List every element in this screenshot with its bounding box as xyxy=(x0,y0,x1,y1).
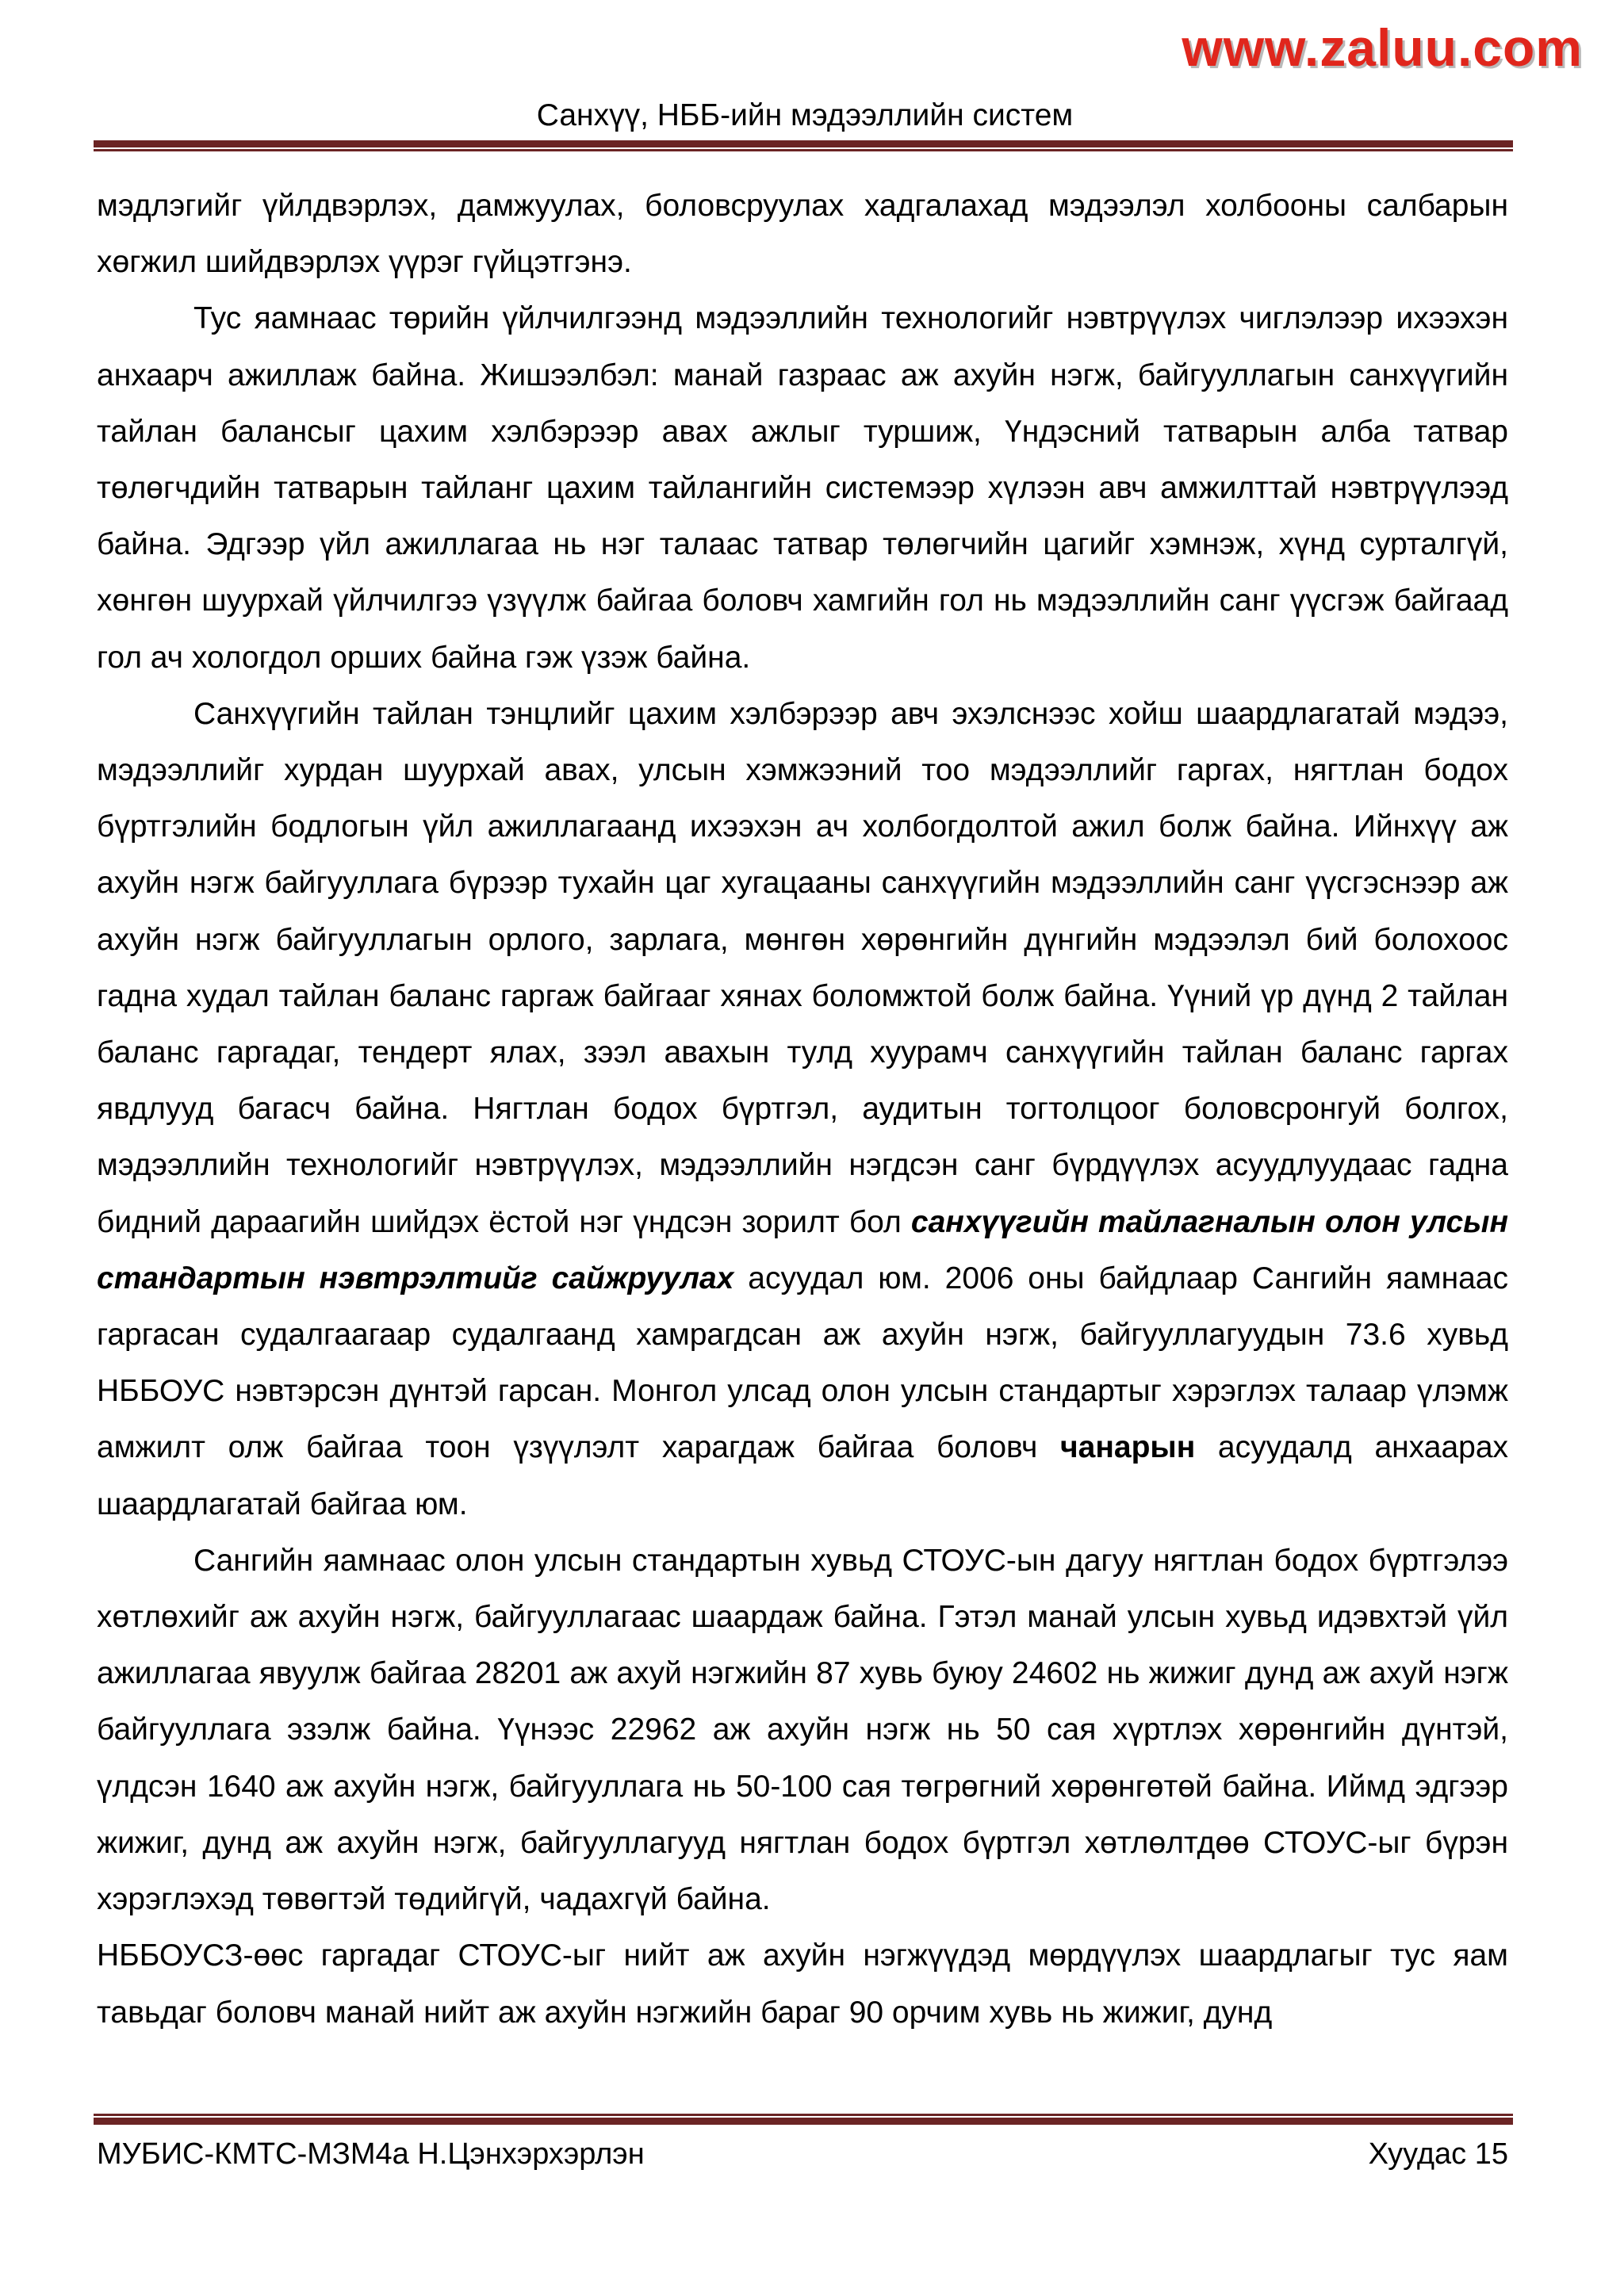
paragraph-5: НББОУСЗ-өөс гаргадаг СТОУС-ыг нийт аж ахуйн нэгжүүдэд мөрдүүлэх шаардлагыг тус яам тавьдаг боловч манай нийт аж ахуйн нэгжийн бараг 90 орчим хувь нь жижиг, дунд xyxy=(97,1938,1508,2030)
header-divider xyxy=(94,140,1513,151)
footer-page-number: Хуудас 15 xyxy=(1368,2137,1508,2171)
paragraph-4: Сангийн яамнаас олон улсын стандартын хувьд СТОУС-ын дагуу нягтлан бодох бүртгэлээ хөтлөхийг аж ахуйн нэгж, байгууллагаас шаардаж байна. Гэтэл манай улсын хувьд идэвхтэй үйл ажиллагаа явуулж байгаа 28201 аж ахуй нэгжийн 87 хувь буюу 24602 нь жижиг дунд аж ахуй нэгж байгууллага эзэлж байна. Үүнээс 22962 аж ахуйн нэгж нь 50 сая хүртлэх хөрөнгийн дүнтэй, үлдсэн 1640 аж ахуйн нэгж, байгууллага нь 50-100 сая төгрөгний хөрөнгөтөй байна. Иймд эдгээр жижиг, дунд аж ахуйн нэгж, байгууллагууд нягтлан бодох бүртгэл хөтлөлтдөө СТОУС-ыг бүрэн хэрэглэхэд төвөгтэй төдийгүй, чадахгүй байна. xyxy=(97,1543,1508,1917)
paragraph-3 xyxy=(97,686,1508,1533)
emphasis-bold-italic: санхүүгийн тайлагналын олон улсын стандартын нэвтрэлтийг сайжруулах xyxy=(97,1204,1509,1295)
paragraph-3-text-a: Санхүүгийн тайлан тэнцлийг цахим хэлбэрээр авч эхэлснээс хойш шаардлагатай мэдээ, мэдээллийг хурдан шуурхай авах, улсын хэмжээний тоо мэдээллийг гаргах, нягтлан бодох бүртгэлийн бодлогын үйл ажиллагаанд ихээхэн ач холбогдолтой ажил болж байна. Ийнхүү аж ахуйн нэгж байгууллага бүрээр тухайн цаг хугацааны санхүүгийн мэдээллийн санг үүсгэснээр аж ахуйн нэгж байгууллагын орлого, зарлага, мөнгөн хөрөнгийн дүнгийн мэдээлэл бий болохоос гадна худал тайлан баланс гаргаж байгааг хянах боломжтой болж байна. Үүний үр дүнд 2 тайлан баланс гаргадаг, тендерт ялах, зээл авахын тулд хуурамч санхүүгийн тайлан баланс гаргах явдлууд багасч байна. Нягтлан бодох бүртгэл, аудитын тогтолцоог боловсронгуй болгох, мэдээллийн технологийг нэвтрүүлэх, мэдээллийн нэгдсэн санг бүрдүүлэх асуудлуудаас гадна бидний дараагийн шийдэх ёстой нэг үндсэн зорилт бол xyxy=(97,696,1508,1239)
document-body xyxy=(97,178,1508,2041)
footer-divider xyxy=(94,2114,1513,2125)
paragraph-2: Тус яамнаас төрийн үйлчилгээнд мэдээллийн технологийг нэвтрүүлэх чиглэлээр ихээхэн анхаарч ажиллаж байна. Жишээлбэл: манай газраас аж ахуйн нэгж, байгууллагын санхүүгийн тайлан балансыг цахим хэлбэрээр авах ажлыг туршиж, Үндэсний татварын алба татвар төлөгчдийн татварын тайланг цахим тайлангийн системээр хүлээн авч амжилттай нэвтрүүлээд байна. Эдгээр үйл ажиллагаа нь нэг талаас татвар төлөгчийн цагийг хэмнэж, хүнд сурталгүй, хөнгөн шуурхай үйлчилгээ үзүүлж байгаа боловч хамгийн гол нь мэдээллийн санг үүсгэж байгаад гол ач хологдол орших байна гэж үзэж байна. xyxy=(97,301,1508,675)
emphasis-bold: чанарын xyxy=(1060,1430,1196,1465)
paragraph-1: мэдлэгийг үйлдвэрлэх, дамжуулах, боловсруулах хадгалахад мэдээлэл холбооны салбарын хөгжил шийдвэрлэх үүрэг гүйцэтгэнэ. xyxy=(97,189,1508,280)
page-header-title: Санхүү, НББ-ийн мэдээллийн систем xyxy=(536,98,1074,132)
footer-author: МУБИС-КМТС-МЗМ4а Н.Цэнхэрхэрлэн xyxy=(97,2137,645,2171)
watermark-logo: www.zaluu.com xyxy=(1182,18,1583,77)
paragraph-3-text-b: асуудал юм. 2006 оны байдлаар Сангийн яамнаас гаргасан судалгаагаар судалгаанд хамрагдсан аж ахуйн нэгж, байгууллагуудын 73.6 хувьд НББОУС нэвтэрсэн дүнтэй гарсан. Монгол улсад олон улсын стандартыг хэрэглэх талаар үлэмж амжилт олж байгаа тоон үзүүлэлт харагдаж байгаа боловч xyxy=(97,1261,1508,1465)
paragraph-3-text-c: асуудалд анхаарах шаардлагатай байгаа юм. xyxy=(97,1430,1509,1521)
